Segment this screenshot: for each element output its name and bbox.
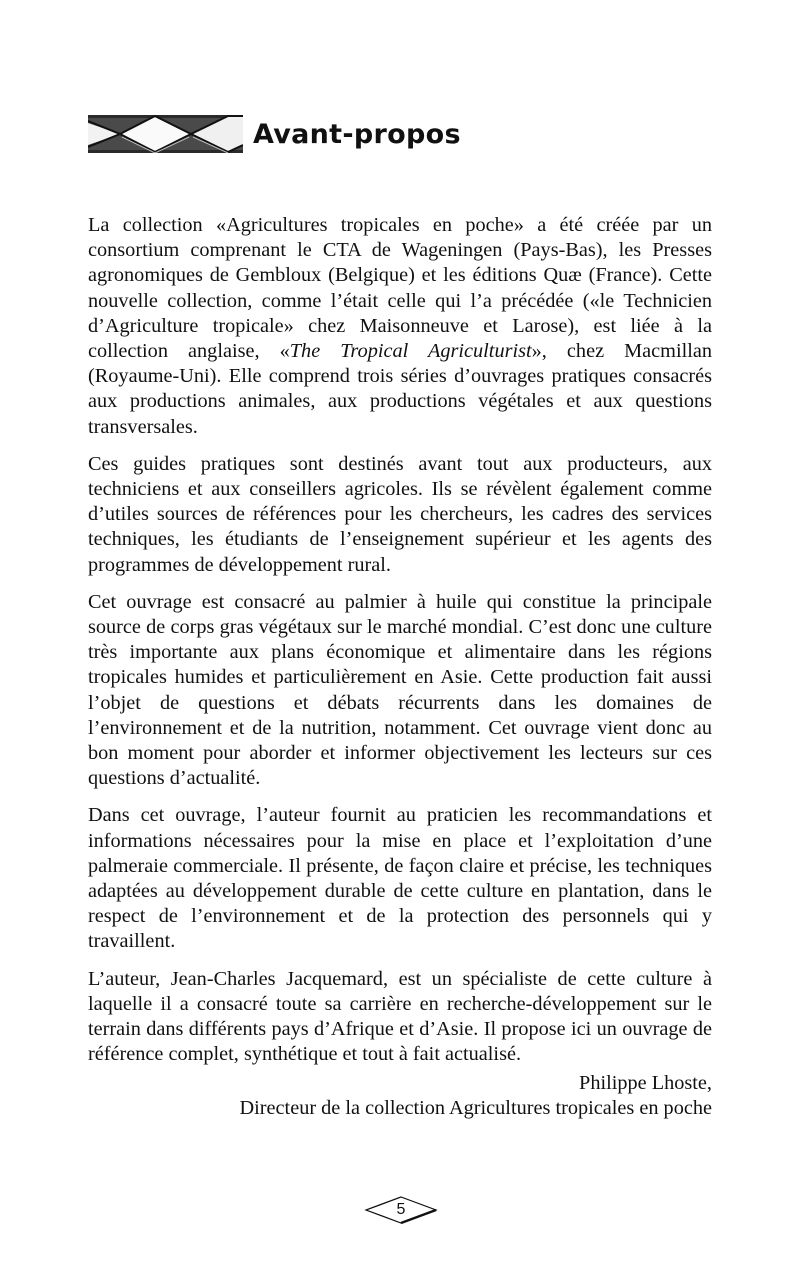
- signature-role: Directeur de la collection Agricultures tropicales en poche: [239, 1097, 712, 1120]
- paragraph: L’auteur, Jean-Charles Jacquemard, est un spécialiste de cette culture à laquelle il a consacré toute sa carrière en recherche-développement sur le terrain dans différents pays d’Afrique et d’Asie. Il propose ici un ouvrage de référence complet, synthétique et tout à fait actualisé.: [88, 967, 712, 1066]
- italic-title: The Tropical Agriculturist: [289, 340, 532, 363]
- foreword-body: [88, 213, 712, 1068]
- section-header: [88, 112, 461, 156]
- page-title: Avant-propos: [253, 118, 461, 150]
- paragraph: Ces guides pratiques sont destinés avant tout aux producteurs, aux techniciens et aux conseillers agricoles. Ils se révèlent également comme d’utiles sources de références pour les chercheurs, les cadres des services techniques, les étudiants de l’enseignement supérieur et les agents des programmes de développement rural.: [88, 452, 712, 576]
- paragraph: Cet ouvrage est consacré au palmier à huile qui constitue la principale source de corps gras végétaux sur le marché mondial. C’est donc une culture très importante aux plans économique et alimentaire dans les régions tropicales humides et particulièrement en Asie. Cette production fait aussi l’objet de questions et débats récurrents dans les domaines de l’environnement et de la nutrition, notamment. Cet ouvrage vient donc au bon moment pour aborder et informer objectivement les lecteurs sur ces questions d’actualité.: [88, 590, 712, 790]
- paragraph: La collection «Agricultures tropicales en poche» a été créée par un consortium comprenant le CTA de Wageningen (Pays-Bas), les Presses agronomiques de Gembloux (Belgique) et les éditions Quæ (France). Cette nouvelle collection, comme l’était celle qui l’a précédée («le Technicien d’Agriculture tropicale» chez Maisonneuve et Larose), est liée à la collection anglaise, «The Tropical Agriculturist», chez Macmillan (Royaume-Uni). Elle comprend trois séries d’ouvrages pratiques consacrés aux productions animales, aux productions végétales et aux questions transversales.: [88, 214, 712, 438]
- page-number-marker: [364, 1195, 438, 1225]
- signature-block: [88, 1071, 712, 1121]
- page-number: 5: [396, 1201, 406, 1218]
- paragraph: Dans cet ouvrage, l’auteur fournit au praticien les recommandations et informations nécessaires pour la mise en place et l’exploitation d’une palmeraie commerciale. Il présente, de façon claire et précise, les techniques adaptées au développement durable de cette culture en plantation, dans le respect de l’environnement et de la protection des personnels qui y travaillent.: [88, 804, 712, 953]
- signature-name: Philippe Lhoste,: [579, 1072, 712, 1094]
- diamond-band-ornament-icon: [88, 115, 243, 153]
